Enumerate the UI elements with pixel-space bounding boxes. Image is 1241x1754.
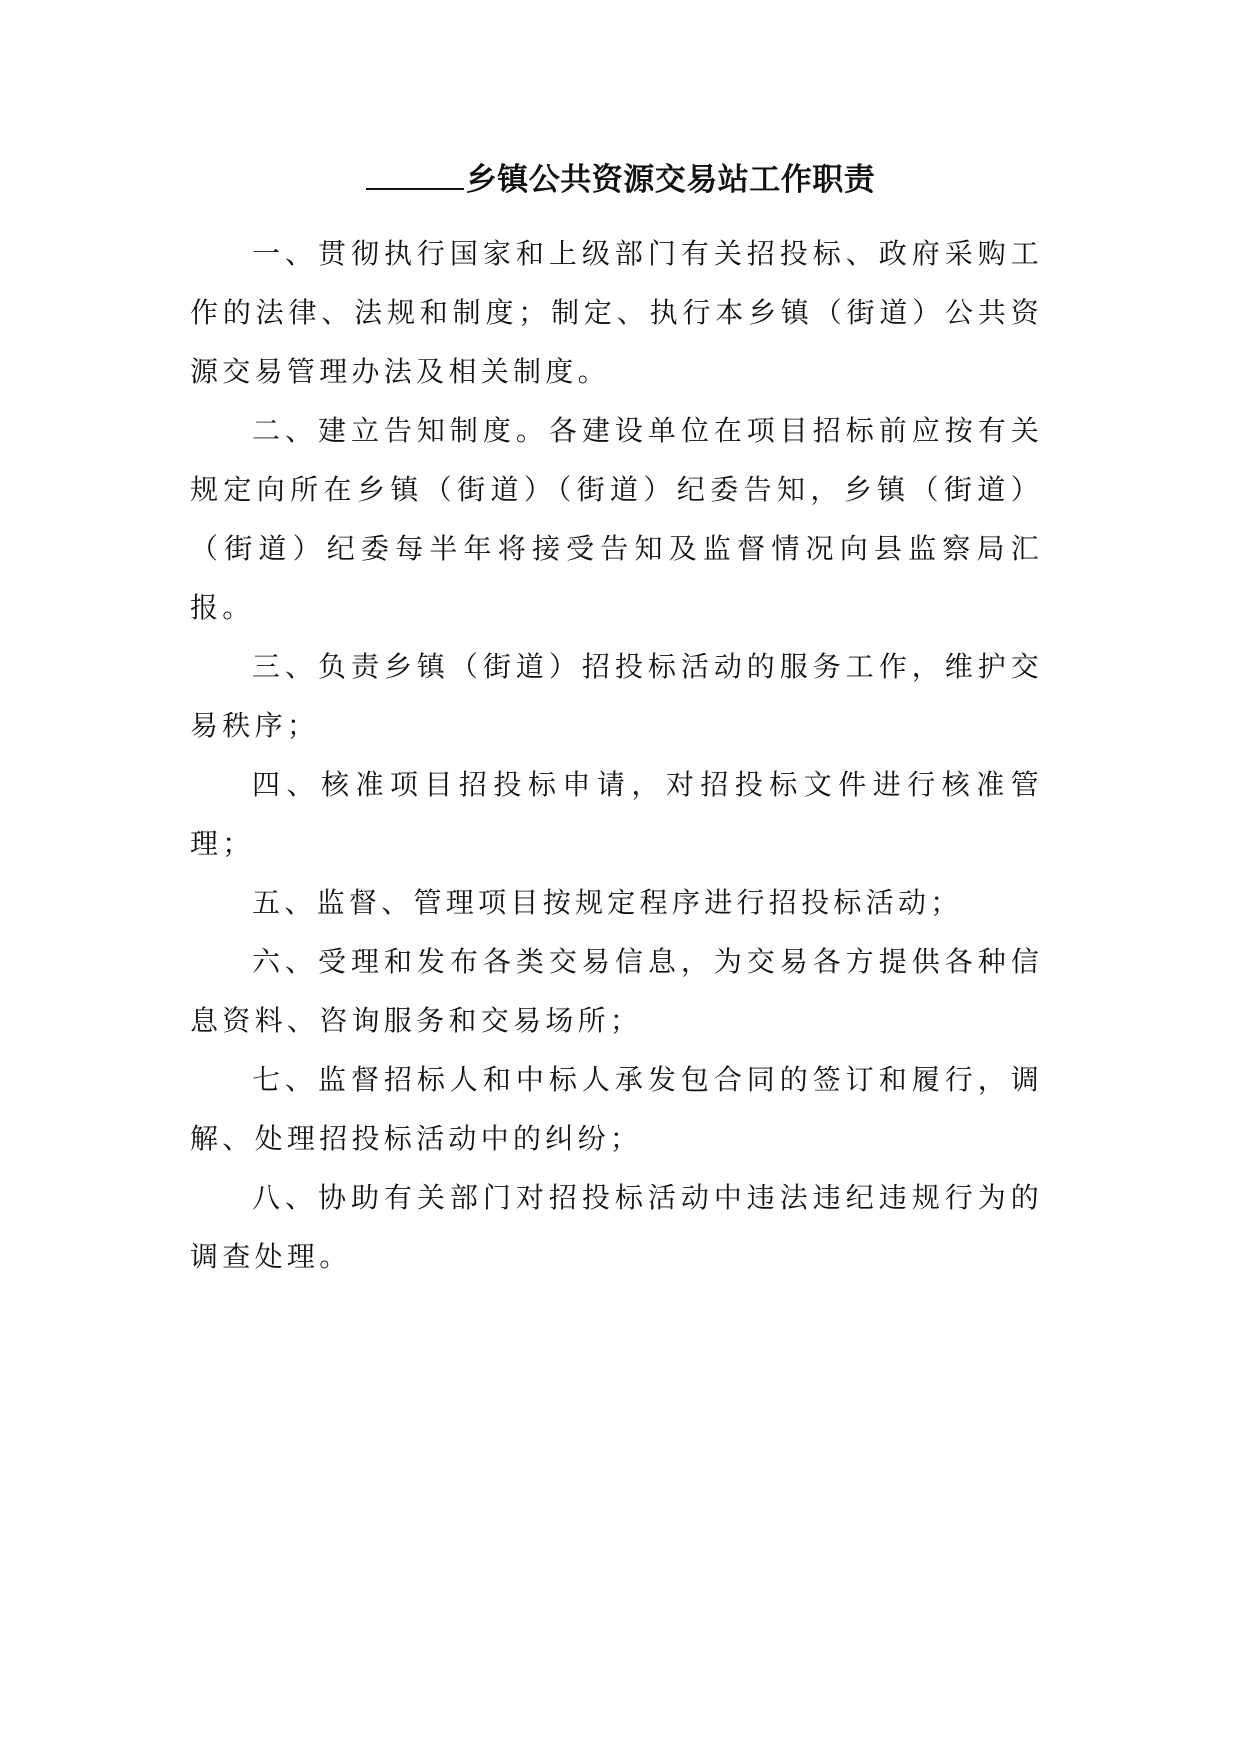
duty-paragraph-8: 八、协助有关部门对招投标活动中违法违纪违规行为的调查处理。 — [190, 1181, 1043, 1273]
duty-paragraph-4: 四、核准项目招投标申请，对招投标文件进行核准管理； — [190, 768, 1043, 860]
duty-paragraph-5: 五、监督、管理项目按规定程序进行招投标活动； — [252, 886, 963, 919]
duty-paragraph-2: 二、建立告知制度。各建设单位在项目招标前应按有关规定向所在乡镇（街道）（街道）纪委告知，乡镇（街道）（街道）纪委每半年将接受告知及监督情况向县监察局汇报。 — [190, 414, 1043, 624]
document-title — [0, 158, 1241, 202]
duty-paragraph-7: 七、监督招标人和中标人承发包合同的签订和履行，调解、处理招投标活动中的纠纷； — [190, 1063, 1043, 1155]
duty-paragraph-3: 三、负责乡镇（街道）招投标活动的服务工作，维护交易秩序； — [190, 650, 1043, 742]
duty-paragraph-1: 一、贯彻执行国家和上级部门有关招投标、政府采购工作的法律、法规和制度；制定、执行本乡镇（街道）公共资源交易管理办法及相关制度。 — [190, 237, 1043, 388]
duty-paragraph-6: 六、受理和发布各类交易信息，为交易各方提供各种信息资料、咨询服务和交易场所； — [190, 945, 1043, 1037]
title-blank-underline — [366, 158, 464, 190]
document-body — [190, 224, 1043, 1286]
title-text: 乡镇公共资源交易站工作职责 — [465, 162, 876, 198]
